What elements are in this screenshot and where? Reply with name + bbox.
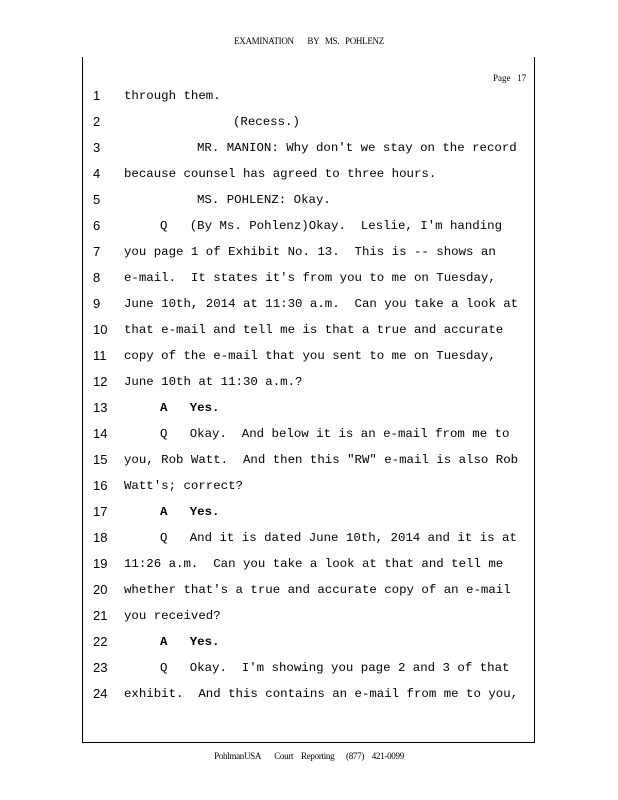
transcript-line-text: that e-mail and tell me is that a true and accurate	[124, 323, 504, 337]
transcript-line-text: MS. POHLENZ: Okay.	[197, 193, 331, 207]
line-number: 18	[93, 530, 108, 545]
line-number: 2	[93, 114, 101, 129]
transcript-line-text: June 10th at 11:30 a.m.?	[124, 375, 303, 389]
line-number: 10	[93, 322, 108, 337]
transcript-line-text: MR. MANION: Why don't we stay on the record	[197, 141, 517, 155]
transcript-line-text: through them.	[124, 89, 221, 103]
transcript-line-text: Q Okay. And below it is an e-mail from me to	[160, 427, 510, 441]
transcript-line-text: A Yes.	[160, 635, 220, 649]
line-number: 4	[93, 166, 101, 181]
line-number: 24	[93, 686, 108, 701]
line-number: 15	[93, 452, 108, 467]
line-number: 21	[93, 608, 108, 623]
transcript-line-text: A Yes.	[160, 401, 220, 415]
line-number: 19	[93, 556, 108, 571]
transcript-line-text: Watt's; correct?	[124, 479, 243, 493]
line-number: 8	[93, 270, 101, 285]
line-number: 3	[93, 140, 101, 155]
line-number: 23	[93, 660, 108, 675]
line-number: 7	[93, 244, 101, 259]
transcript-line-text: e-mail. It states it's from you to me on Tuesday,	[124, 271, 496, 285]
transcript-line-text: copy of the e-mail that you sent to me on Tuesday,	[124, 349, 496, 363]
transcript-frame	[82, 57, 535, 743]
transcript-line-text: exhibit. And this contains an e-mail from me to you,	[124, 687, 519, 701]
transcript-line-text: A Yes.	[160, 505, 220, 519]
line-number: 22	[93, 634, 108, 649]
line-number: 17	[93, 504, 108, 519]
transcript-line-text: whether that's a true and accurate copy of an e-mail	[124, 583, 511, 597]
transcript-line-text: you page 1 of Exhibit No. 13. This is -- shows an	[124, 245, 496, 259]
transcript-line-text: you received?	[124, 609, 221, 623]
line-number: 9	[93, 296, 101, 311]
transcript-line-text: 11:26 a.m. Can you take a look at that and tell me	[124, 557, 504, 571]
page-header: EXAMINATION BY MS. POHLENZ	[234, 36, 384, 46]
line-number: 11	[93, 348, 107, 363]
transcript-line-text: Q And it is dated June 10th, 2014 and it is at	[160, 531, 517, 545]
transcript-line-text: June 10th, 2014 at 11:30 a.m. Can you take a look at	[124, 297, 519, 311]
line-number: 16	[93, 478, 108, 493]
line-number: 1	[93, 88, 101, 103]
line-number: 20	[93, 582, 108, 597]
transcript-line-text: you, Rob Watt. And then this "RW" e-mail is also Rob	[124, 453, 519, 467]
page-number: Page 17	[493, 73, 527, 83]
line-number: 5	[93, 192, 101, 207]
line-number: 12	[93, 374, 108, 389]
transcript-line-text: Q Okay. I'm showing you page 2 and 3 of that	[160, 661, 510, 675]
page-footer: PohlmanUSA Court Reporting (877) 421-0099	[214, 751, 404, 761]
transcript-line-text: because counsel has agreed to three hours.	[124, 167, 437, 181]
line-number: 14	[93, 426, 108, 441]
line-number: 13	[93, 400, 108, 415]
transcript-line-text: Q (By Ms. Pohlenz)Okay. Leslie, I'm handing	[160, 219, 503, 233]
transcript-line-text: (Recess.)	[233, 115, 300, 129]
line-number: 6	[93, 218, 101, 233]
